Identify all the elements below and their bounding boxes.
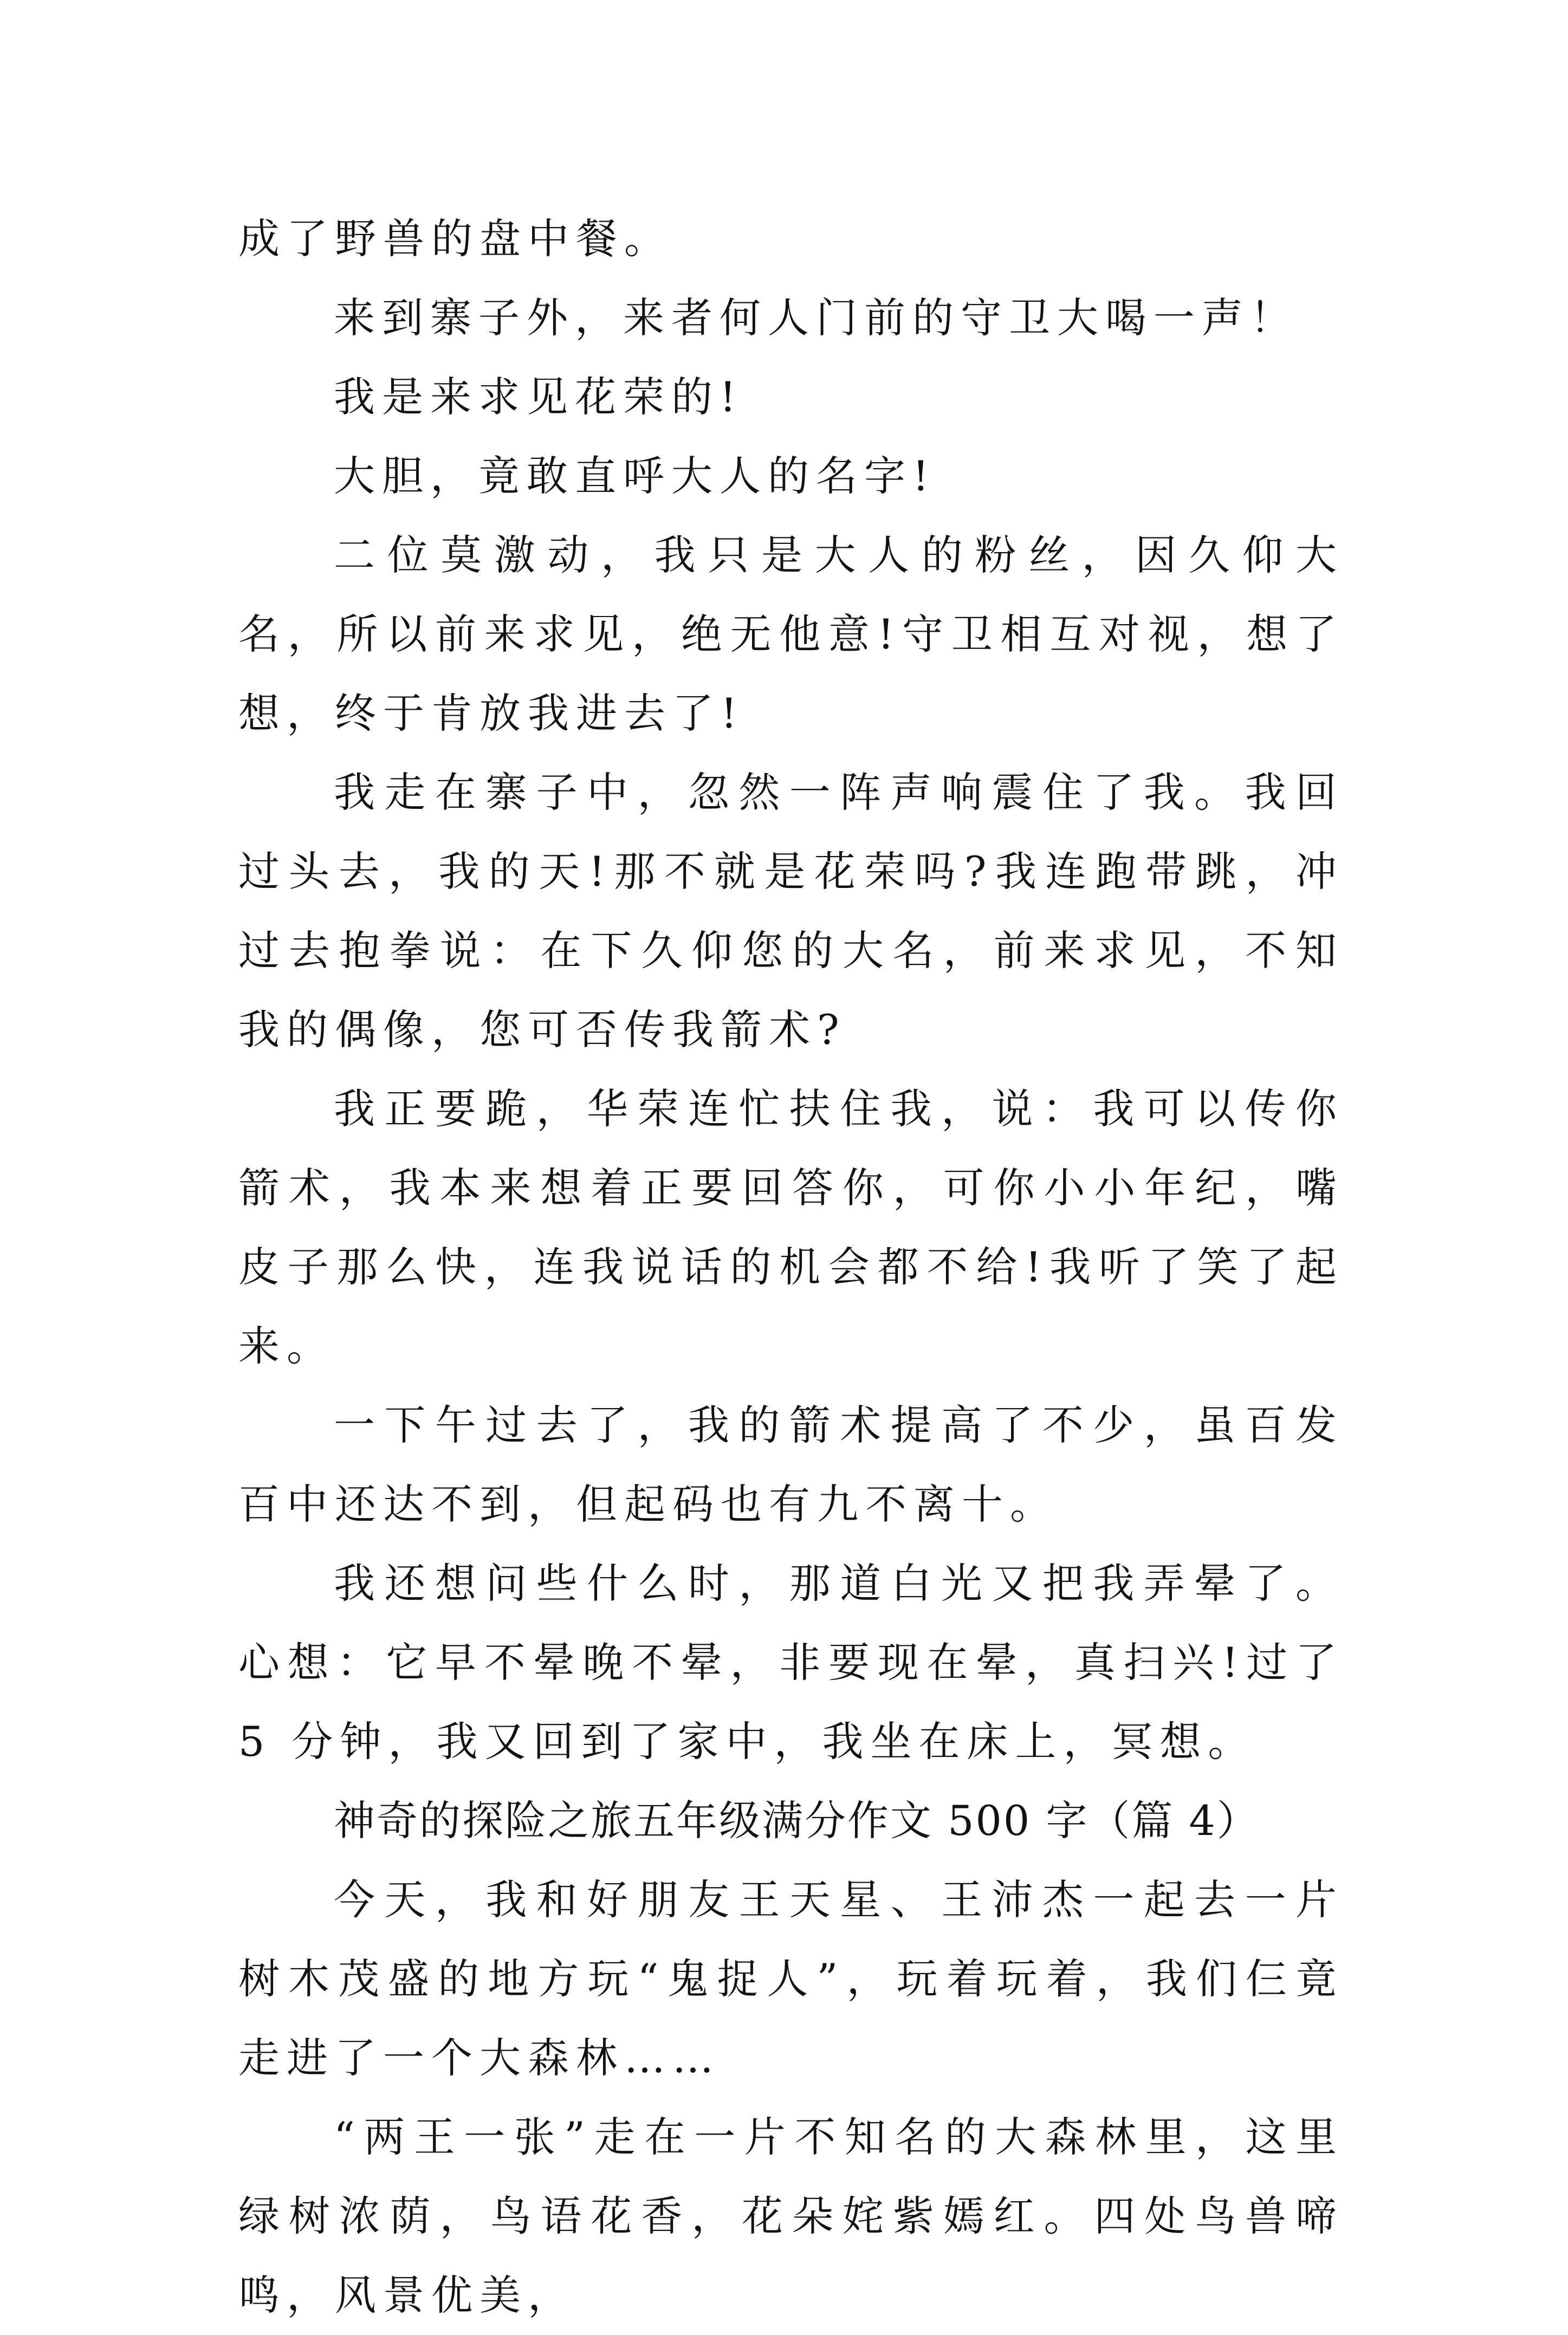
paragraph-8: 一下午过去了，我的箭术提高了不少，虽百发百中还达不到，但起码也有九不离十。	[238, 1401, 1344, 1528]
paragraph-6: 我走在寨子中，忽然一阵声响震住了我。我回过头去，我的天!那不就是花荣吗?我连跑带跳，冲过去抱拳说：在下久仰您的大名，前来求见，不知我的偶像，您可否传我箭术?	[238, 768, 1344, 1054]
paragraph-12: “两王一张”走在一片不知名的大森林里，这里绿树浓荫，鸟语花香，花朵姹紫嫣红。四处鸟兽啼鸣，风景优美，	[238, 2113, 1344, 2319]
paragraph-7: 我正要跪，华荣连忙扶住我，说：我可以传你箭术，我本来想着正要回答你，可你小小年纪，嘴皮子那么快，连我说话的机会都不给!我听了笑了起来。	[238, 1085, 1344, 1370]
document-body	[238, 199, 1344, 2335]
paragraph-2: 来到寨子外，来者何人门前的守卫大喝一声！	[334, 294, 1298, 342]
paragraph-5: 二位莫激动，我只是大人的粉丝，因久仰大名，所以前来求见，绝无他意!守卫相互对视，想了想，终于肯放我进去了!	[238, 531, 1344, 737]
paragraph-9: 我还想问些什么时，那道白光又把我弄晕了。心想：它早不晕晚不晕，非要现在晕，真扫兴!过了 5 分钟，我又回到了家中，我坐在床上，冥想。	[238, 1559, 1344, 1766]
paragraph-4: 大胆，竟敢直呼大人的名字!	[334, 452, 936, 500]
paragraph-1: 成了野兽的盘中餐。	[238, 215, 672, 263]
paragraph-11: 今天，我和好朋友王天星、王沛杰一起去一片树木茂盛的地方玩“鬼捉人”，玩着玩着，我们仨竟走进了一个大森林……	[238, 1876, 1344, 2082]
section-heading: 神奇的探险之旅五年级满分作文 500 字（篇 4）	[334, 1796, 1260, 1845]
paragraph-3: 我是来求见花荣的!	[334, 373, 743, 421]
